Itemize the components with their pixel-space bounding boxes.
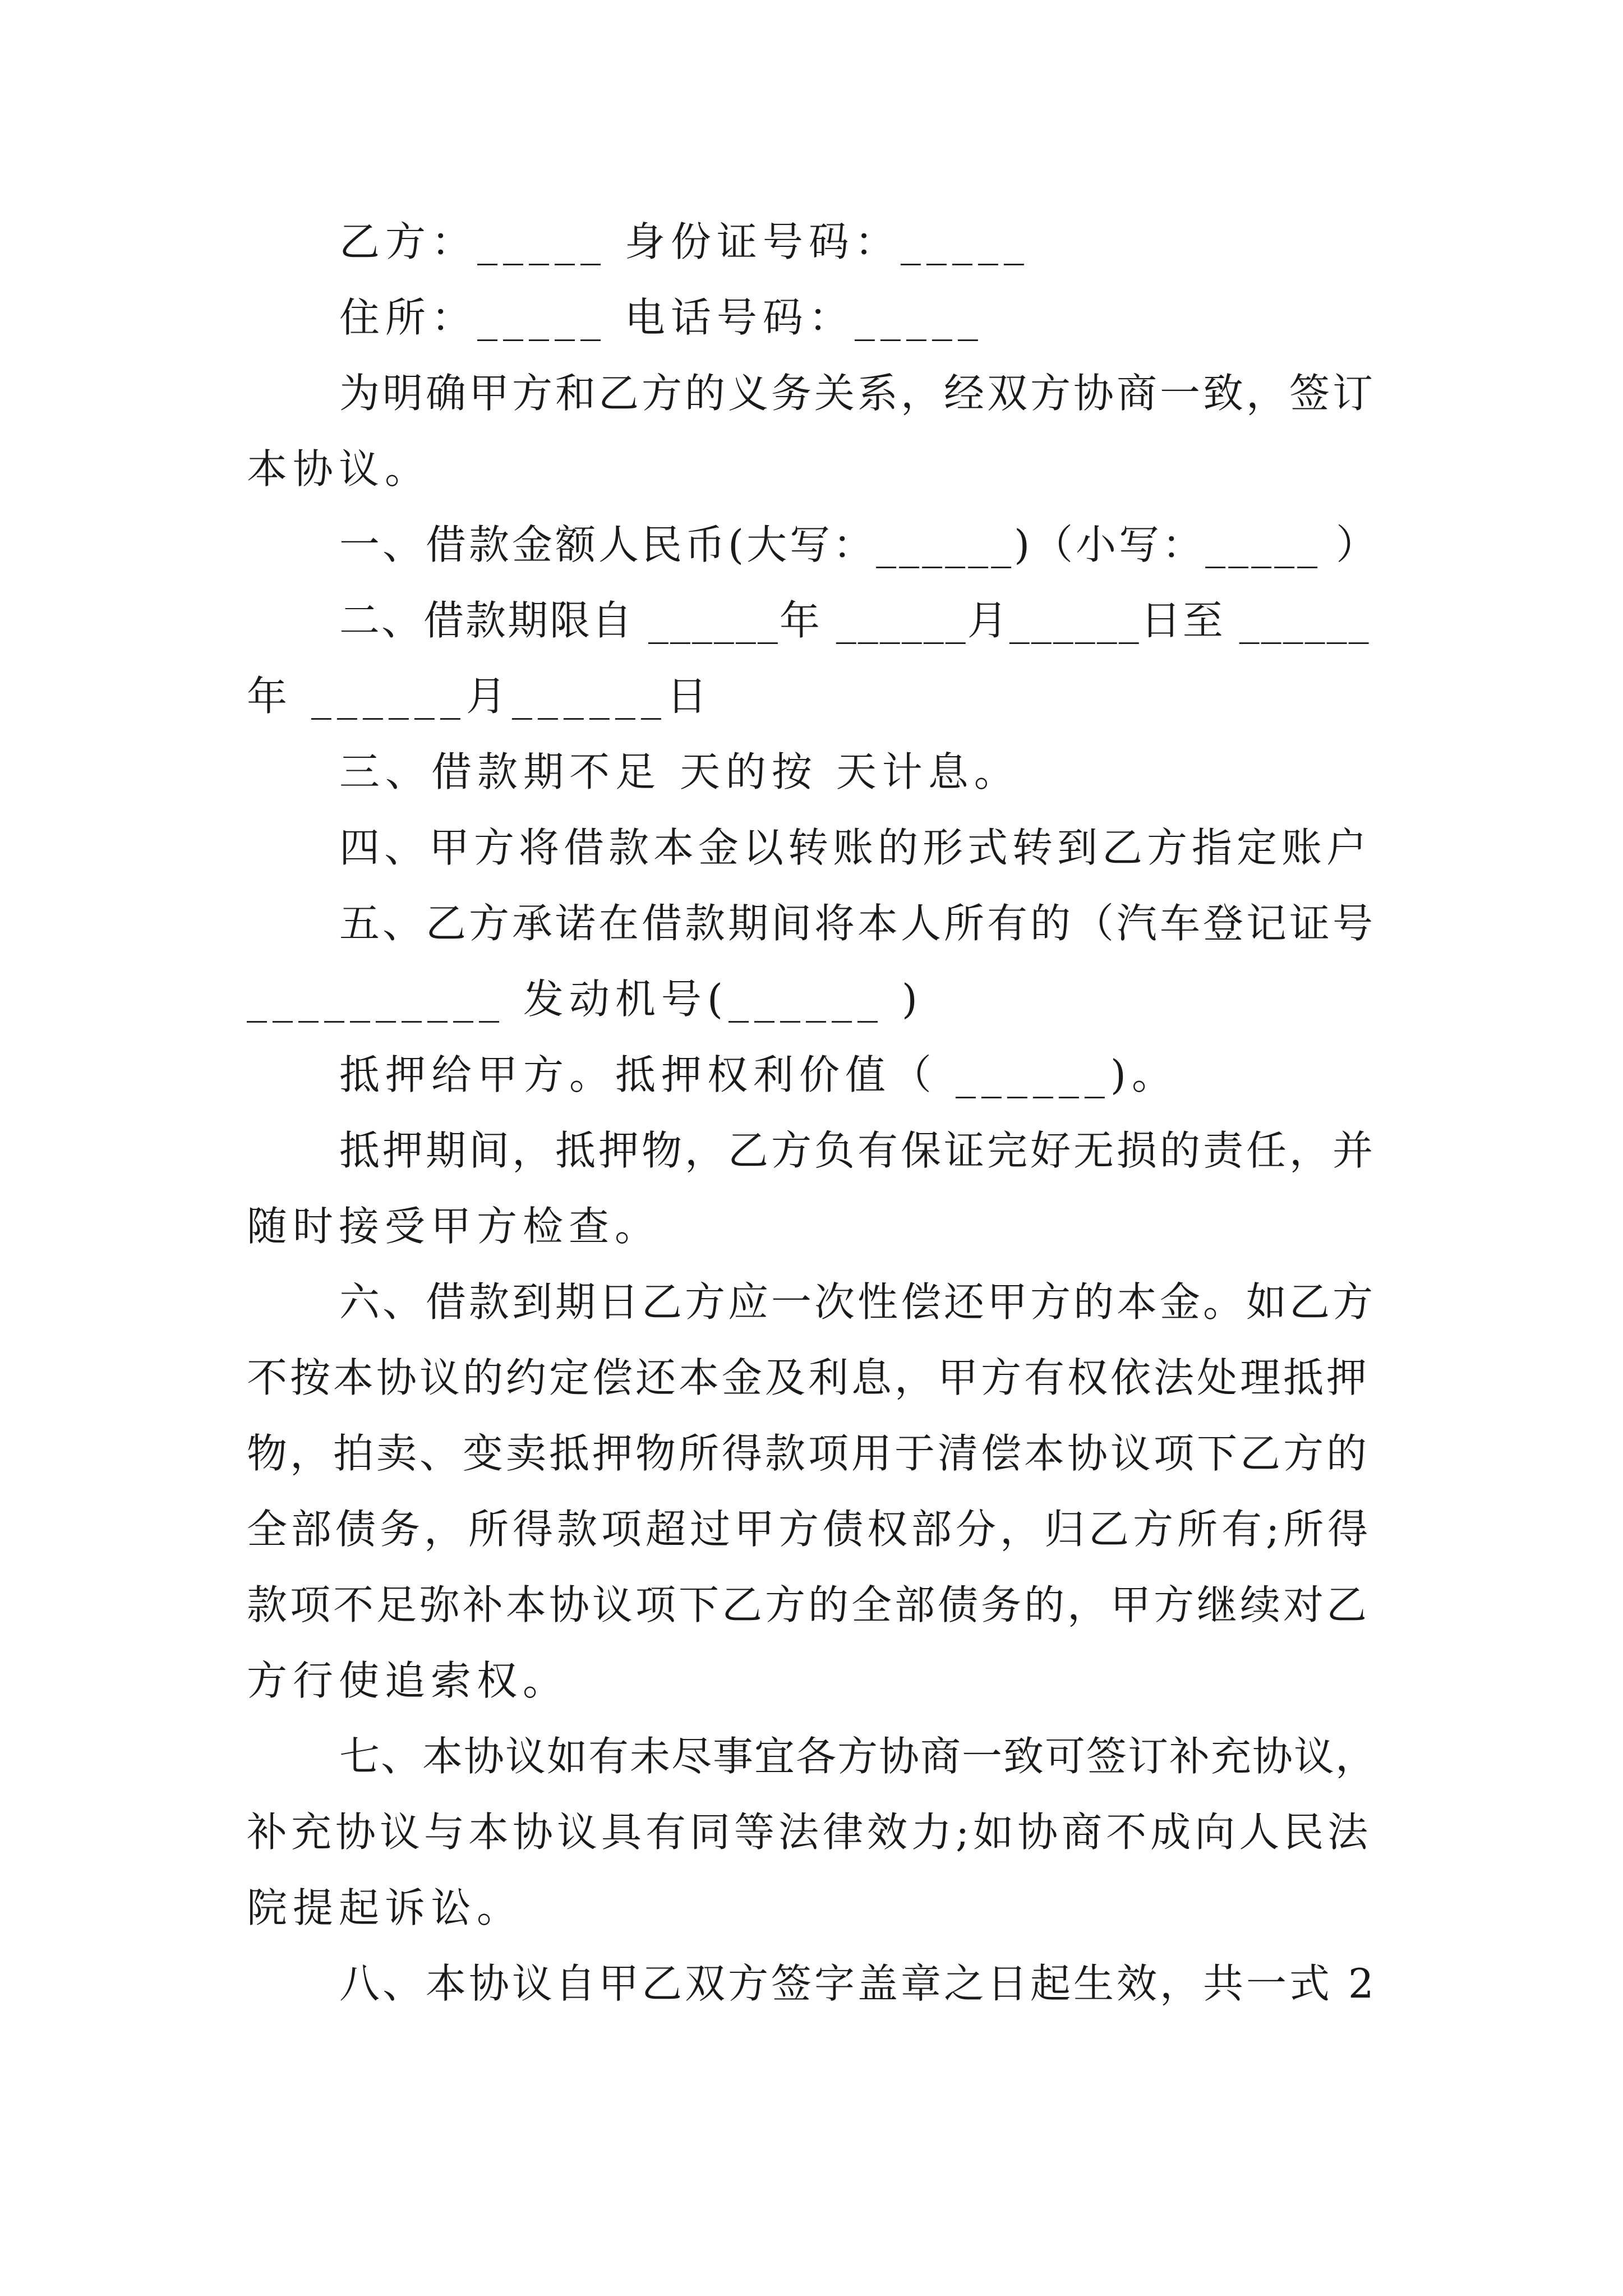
clause-8-line-1: 八、本协议自甲乙双方签字盖章之日起生效，共一式 2 [339, 1960, 1377, 2007]
clause-7-line-1: 七、本协议如有未尽事宜各方协商一致可签订补充协议， [339, 1733, 1377, 1780]
clause-3-interest: 三、借款期不足 天的按 天计息。 [339, 748, 1020, 795]
clause-5-line-2: __________ 发动机号(______ ) [247, 976, 923, 1023]
party-b-address-phone-line: 住所：_____ 电话号码：_____ [339, 294, 984, 341]
clause-5-line-1: 五、乙方承诺在借款期间将本人所有的（汽车登记证号 [339, 900, 1376, 947]
clause-6-line-5: 款项不足弥补本协议项下乙方的全部债务的，甲方继续对乙 [247, 1581, 1370, 1628]
clause-4-transfer: 四、甲方将借款本金以转账的形式转到乙方指定账户 [339, 824, 1372, 871]
clause-6-line-2: 不按本协议的约定偿还本金及利息，甲方有权依法处理抵押 [247, 1354, 1370, 1401]
clause-6-line-4: 全部债务，所得款项超过甲方债权部分，归乙方所有;所得 [247, 1506, 1372, 1553]
clause-5-mortgage-value: 抵押给甲方。抵押权利价值（ ______)。 [339, 1051, 1178, 1098]
clause-1-loan-amount: 一、借款金额人民币(大写：______)（小写：_____ ） [339, 521, 1380, 568]
clause-7-line-2: 补充协议与本协议具有同等法律效力;如协商不成向人民法 [247, 1809, 1372, 1856]
clause-2-loan-term-line-2: 年 ______月______日 [247, 673, 713, 720]
clause-6-line-3: 物，拍卖、变卖抵押物所得款项用于清偿本协议项下乙方的 [247, 1430, 1370, 1477]
clause-6-line-6: 方行使追索权。 [247, 1657, 569, 1704]
clause-5-duty-line-1: 抵押期间，抵押物，乙方负有保证完好无损的责任，并 [339, 1127, 1376, 1174]
clause-6-line-1: 六、借款到期日乙方应一次性偿还甲方的本金。如乙方 [339, 1278, 1376, 1326]
clause-5-duty-line-2: 随时接受甲方检查。 [247, 1203, 661, 1250]
preamble-line-2: 本协议。 [247, 445, 431, 493]
clause-7-line-3: 院提起诉讼。 [247, 1884, 523, 1931]
party-b-name-id-line: 乙方：_____ 身份证号码：_____ [339, 218, 1030, 265]
preamble-line-1: 为明确甲方和乙方的义务关系，经双方协商一致，签订 [339, 370, 1376, 417]
clause-2-loan-term-line-1: 二、借款期限自 ______年 ______月______日至 ______ [339, 597, 1371, 644]
